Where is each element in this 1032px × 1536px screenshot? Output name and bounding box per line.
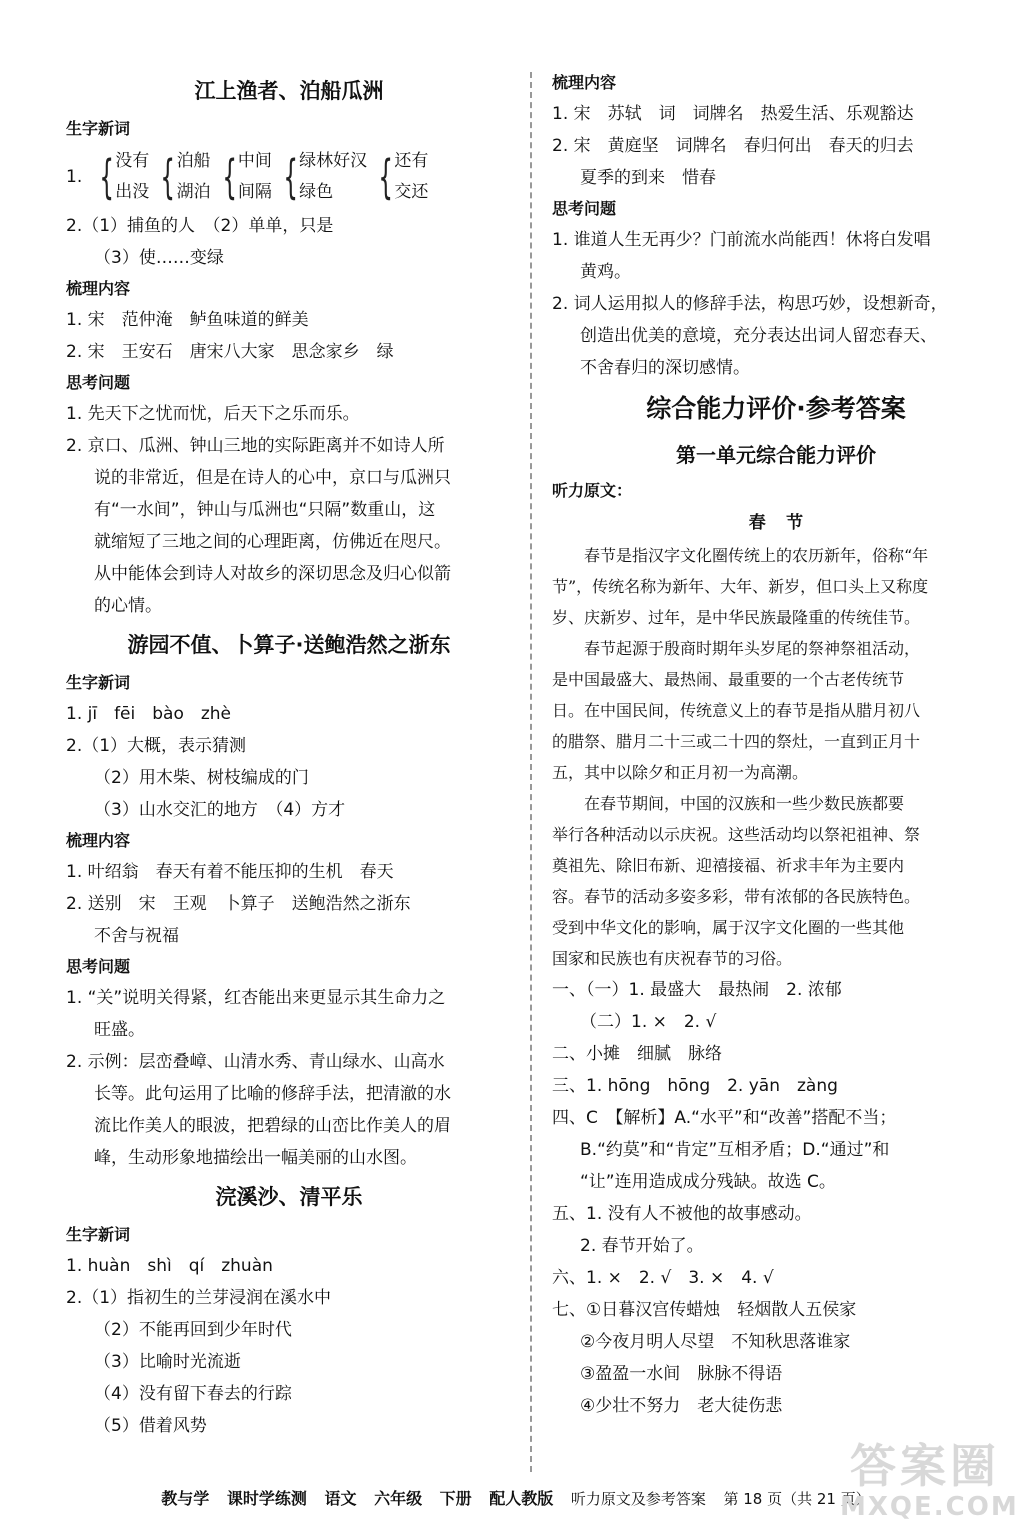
- watermark-logo: [840, 1439, 1019, 1530]
- passage-line: 春节起源于殷商时期年头岁尾的祭神祭祖活动，: [584, 639, 921, 658]
- answer-line: 一、（一）1. 最盛大 最热闹 2. 浓郁: [552, 980, 842, 1000]
- word: 绿林好汉: [299, 151, 368, 171]
- answer-line: ④少壮不努力 老大徒伤悲: [580, 1396, 783, 1416]
- answer-line: （4）没有留下春去的行踪: [94, 1384, 292, 1404]
- section-heading: 梳理内容: [66, 831, 131, 850]
- answer-line: 峰，生动形象地描绘出一幅美丽的山水图。: [94, 1148, 417, 1168]
- unit-title: 第一单元综合能力评价: [676, 443, 876, 467]
- passage-line: 奠祖先、除旧布新、迎禧接福、祈求丰年为主要内: [552, 856, 905, 875]
- passage-line: 五，其中以除夕和正月初一为高潮。: [552, 763, 809, 782]
- answer-line: 从中能体会到诗人对故乡的深切思念及归心似箭: [94, 564, 451, 584]
- brace-symbol: {: [283, 150, 298, 204]
- answer-line: （2）不能再回到少年时代: [94, 1320, 292, 1340]
- question-number: 1.: [66, 167, 83, 187]
- answer-line: 1. 宋 范仲淹 鲈鱼味道的鲜美: [66, 310, 309, 330]
- answer-line: ③盈盈一水间 脉脉不得语: [580, 1364, 783, 1384]
- listening-label: 听力原文：: [552, 481, 633, 500]
- section-title: 游园不值、卜算子·送鲍浩然之浙东: [127, 633, 451, 657]
- word-pair: [238, 146, 272, 208]
- word-groups: [66, 144, 512, 210]
- footer-grade: 六年级: [374, 1489, 423, 1508]
- answer-line: 不舍与祝福: [94, 926, 179, 946]
- section-title: 江上渔者、泊船瓜洲: [194, 79, 384, 103]
- evaluation-title: 综合能力评价·参考答案: [646, 394, 906, 423]
- footer-series: 课时学练测: [226, 1489, 307, 1508]
- answer-line: 五、1. 没有人不被他的故事感动。: [552, 1204, 812, 1224]
- answer-line: 2. 春节开始了。: [580, 1236, 704, 1256]
- answer-line: （3）比喻时光流逝: [94, 1352, 241, 1372]
- word-pair: [115, 146, 149, 208]
- footer-section: 听力原文及参考答案: [570, 1490, 706, 1508]
- passage-line: 节”，传统名称为新年、大年、新岁，但口头上又称度: [552, 577, 929, 596]
- word: 泊船: [176, 151, 211, 171]
- answer-line: （2）用木柴、树枝编成的门: [94, 768, 309, 788]
- passage-line: 的腊祭、腊月二十三或二十四的祭灶，一直到正月十: [552, 732, 921, 751]
- answer-line: 1. 谁道人生无再少？门前流水尚能西！休将白发唱: [552, 230, 931, 250]
- answer-line: 长等。此句运用了比喻的修辞手法，把清澈的水: [94, 1084, 451, 1104]
- section-heading: 思考问题: [552, 199, 617, 218]
- answer-line: 七、①日暮汉宫传蜡烛 轻烟散人五侯家: [552, 1300, 857, 1320]
- section-heading: 生字新词: [66, 119, 131, 138]
- passage-line: 容。春节的活动多姿多彩，带有浓郁的各民族特色。: [552, 887, 921, 906]
- word: 没有: [115, 151, 150, 171]
- answer-line: 有“一水间”，钟山与瓜洲也“只隔”数重山，这: [94, 500, 436, 520]
- brace-group: [159, 146, 210, 208]
- answer-line: 2. 送别 宋 王观 卜算子 送鲍浩然之浙东: [66, 894, 411, 914]
- footer-volume: 下册: [439, 1489, 472, 1508]
- word: 绿色: [299, 182, 334, 202]
- answer-line: 1. huàn shì qí zhuàn: [66, 1256, 273, 1276]
- word: 中间: [237, 151, 272, 171]
- footer-subject: 语文: [324, 1489, 357, 1508]
- section-heading: 梳理内容: [552, 73, 617, 92]
- answer-line: 黄鸡。: [580, 262, 631, 282]
- answer-line: ②今夜月明人尽望 不知秋思落谁家: [580, 1332, 851, 1352]
- column-divider: [530, 72, 532, 1472]
- section-heading: 梳理内容: [66, 279, 131, 298]
- answer-line: 1. “关”说明关得紧，红杏能出来更显示其生命力之: [66, 988, 446, 1008]
- brace-symbol: {: [160, 150, 176, 204]
- word-pair: [394, 146, 428, 208]
- watermark-text: 答案圈: [850, 1439, 1000, 1493]
- answer-line: 1. 叶绍翁 春天有着不能压抑的生机 春天: [66, 862, 394, 882]
- answer-line: 二、小摊 细腻 脉络: [552, 1044, 722, 1064]
- answer-line: “让”连用造成成分残缺。故选 C。: [580, 1172, 836, 1192]
- answer-line: 四、C 【解析】A.“水平”和“改善”搭配不当；: [552, 1108, 897, 1128]
- left-column: [66, 68, 512, 1442]
- answer-line: 夏季的到来 惜春: [580, 168, 716, 188]
- answer-line: 六、1. × 2. √ 3. × 4. √: [552, 1268, 774, 1288]
- passage-line: 受到中华文化的影响，属于汉字文化圈的一些其他: [552, 918, 905, 937]
- answer-line: 不舍春归的深切感情。: [580, 358, 750, 378]
- word: 交还: [394, 182, 429, 202]
- page-number: 第 18 页（共 21 页）: [723, 1490, 871, 1508]
- answer-line: 2. 宋 王安石 唐宋八大家 思念家乡 绿: [66, 342, 394, 362]
- answer-line: 2. 词人运用拟人的修辞手法，构思巧妙，设想新奇，: [552, 294, 948, 314]
- answer-line: 1. 先天下之忧而忧，后天下之乐而乐。: [66, 404, 360, 424]
- answer-line: 就缩短了三地之间的心理距离，仿佛近在咫尺。: [94, 532, 451, 552]
- answer-line: 1. jī fēi bào zhè: [66, 704, 232, 724]
- section-heading: 生字新词: [66, 673, 131, 692]
- brace-group: [98, 146, 149, 208]
- word: 出没: [115, 182, 150, 202]
- answer-line: 2.（1）大概，表示猜测: [66, 736, 247, 756]
- answer-line: （3）使……变绿: [94, 248, 224, 268]
- passage-line: 是中国最盛大、最热闹、最重要的一个古老传统节: [552, 670, 905, 689]
- answer-line: 1. 宋 苏轼 词 词牌名 热爱生活、乐观豁达: [552, 104, 914, 124]
- brace-symbol: {: [99, 150, 114, 204]
- answer-line: 创造出优美的意境，充分表达出词人留恋春天、: [580, 326, 937, 346]
- footer-edition: 配人教版: [489, 1489, 554, 1508]
- passage-title: 春节: [748, 513, 824, 533]
- word: 湖泊: [176, 182, 211, 202]
- answer-line: 2. 京口、瓜洲、钟山三地的实际距离并不如诗人所: [66, 436, 445, 456]
- answer-line: 2.（1）捕鱼的人 （2）单单，只是: [66, 216, 334, 236]
- brace-symbol: {: [221, 150, 237, 204]
- brace-symbol: {: [378, 150, 394, 204]
- word-pair: [299, 146, 367, 208]
- brace-group: [221, 146, 272, 208]
- answer-line: 2.（1）指初生的兰芽浸润在溪水中: [66, 1288, 332, 1308]
- footer-brand: 教与学: [161, 1489, 210, 1508]
- answer-line: （二）1. × 2. √: [580, 1012, 717, 1032]
- answer-line: 流比作美人的眼波，把碧绿的山峦比作美人的眉: [94, 1116, 451, 1136]
- passage-line: 日。在中国民间，传统意义上的春节是指从腊月初八: [552, 701, 921, 720]
- answer-line: 2. 宋 黄庭坚 词牌名 春归何出 春天的归去: [552, 136, 914, 156]
- answer-line: 旺盛。: [94, 1020, 145, 1040]
- brace-group: [377, 146, 428, 208]
- answer-line: B.“约莫”和“肯定”互相矛盾；D.“通过”和: [580, 1140, 890, 1160]
- brace-group: [282, 146, 367, 208]
- section-heading: 思考问题: [66, 373, 131, 392]
- word: 还有: [394, 151, 429, 171]
- passage-line: 举行各种活动以示庆祝。这些活动均以祭祀祖神、祭: [552, 825, 921, 844]
- section-title: 浣溪沙、清平乐: [215, 1185, 363, 1209]
- section-heading: 生字新词: [66, 1225, 131, 1244]
- answer-line: 的心情。: [94, 596, 162, 616]
- answer-line: （3）山水交汇的地方 （4）方才: [94, 800, 346, 820]
- section-heading: 思考问题: [66, 957, 131, 976]
- right-column: [552, 68, 1000, 1422]
- answer-line: 说的非常近，但是在诗人的心中，京口与瓜洲只: [94, 468, 451, 488]
- answer-line: 2. 示例：层峦叠嶂、山清水秀、青山绿水、山高水: [66, 1052, 445, 1072]
- watermark-url: MXQE.COM: [840, 1492, 1019, 1522]
- word: 间隔: [237, 182, 272, 202]
- passage-line: 在春节期间，中国的汉族和一些少数民族都要: [584, 794, 905, 813]
- answer-line: 三、1. hōng hōng 2. yān zàng: [552, 1076, 838, 1096]
- passage-line: 春节是指汉字文化圈传统上的农历新年，俗称“年: [584, 546, 929, 565]
- passage-line: 岁、庆新岁、过年，是中华民族最隆重的传统佳节。: [552, 608, 921, 627]
- passage-line: 国家和民族也有庆祝春节的习俗。: [552, 949, 793, 968]
- answer-line: （5）借着风势: [94, 1416, 207, 1436]
- word-pair: [177, 146, 211, 208]
